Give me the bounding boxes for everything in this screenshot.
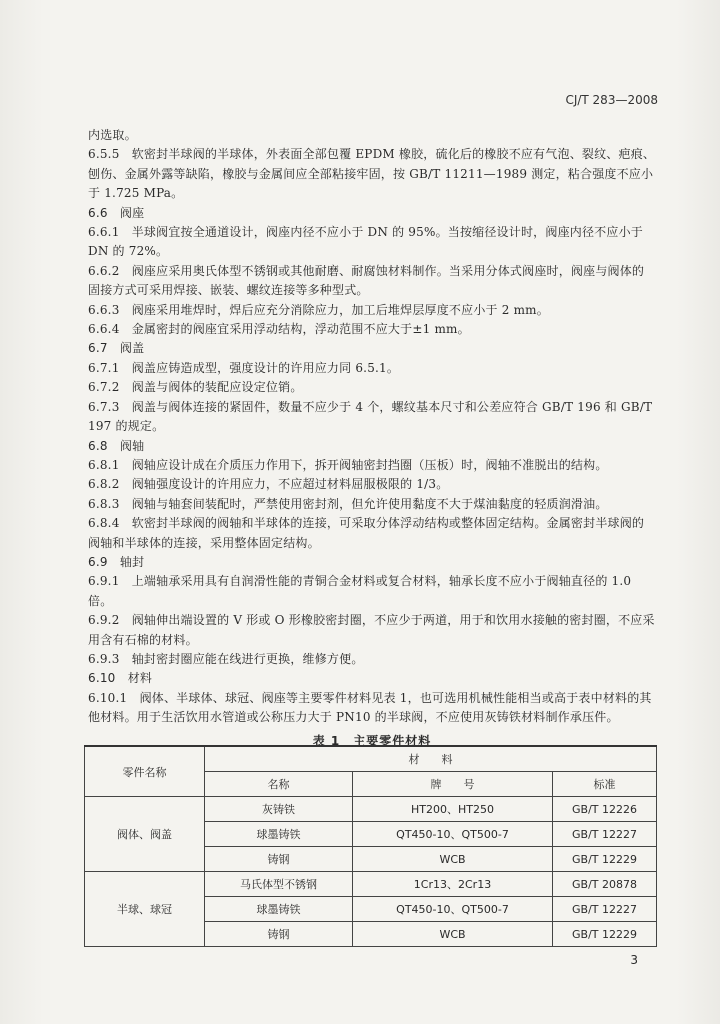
material-grade: QT450-10、QT500-7 bbox=[353, 822, 553, 847]
header-part-name: 零件名称 bbox=[85, 746, 205, 797]
paragraph: 6.6.3 阀座采用堆焊时，焊后应充分消除应力，加工后堆焊层厚度不应小于 2 mm。 bbox=[88, 302, 549, 317]
paragraph: 6.6.1 半球阀宜按全通道设计，阀座内径不应小于 DN 的 95%。当按缩径设计时，阀座内径不应小于 DN 的 72%。 bbox=[88, 225, 647, 259]
table-header-row bbox=[85, 746, 657, 772]
material-name: 球墨铸铁 bbox=[205, 897, 353, 922]
material-grade: 1Cr13、2Cr13 bbox=[353, 872, 553, 897]
paragraph: 6.9.1 上端轴承采用具有自润滑性能的青铜合金材料或复合材料，轴承长度不应小于阀轴直径的 1.0 倍。 bbox=[88, 574, 636, 608]
part-group-label: 半球、球冠 bbox=[85, 872, 205, 947]
table-row bbox=[85, 797, 657, 822]
paragraph: 内选取。 bbox=[88, 128, 137, 142]
material-name: 马氏体型不锈钢 bbox=[205, 872, 353, 897]
paragraph: 6.6.4 金属密封的阀座宜采用浮动结构，浮动范围不应大于±1 mm。 bbox=[88, 322, 470, 337]
section-heading: 6.7 阀盖 bbox=[88, 341, 145, 356]
paragraph: 6.10.1 阀体、半球体、球冠、阀座等主要零件材料见表 1，也可选用机械性能相当或高于表中材料的其他材料。用于生活饮用水管道或公称压力大于 PN10 的半球阀，不应使用灰铸铁材料制作承压件。 bbox=[88, 690, 652, 725]
paragraph: 6.5.5 软密封半球阀的半球体，外表面全部包覆 EPDM 橡胶，硫化后的橡胶不应有气泡、裂纹、疤痕、刨伤、金属外露等缺陷，橡胶与金属间应全部粘接牢固，按 GB/T 11211—1989 测定，粘合强度不应小于 1.725 MPa。 bbox=[88, 147, 656, 201]
section-heading: 6.6 阀座 bbox=[88, 205, 145, 220]
material-name: 球墨铸铁 bbox=[205, 822, 353, 847]
subheader-standard: 标准 bbox=[553, 772, 657, 797]
material-grade: QT450-10、QT500-7 bbox=[353, 897, 553, 922]
paragraph: 6.9.2 阀轴伸出端设置的 V 形或 O 形橡胶密封圈，不应少于两道，用于和饮用水接触的密封圈，不应采用含有石棉的材料。 bbox=[88, 613, 655, 647]
material-standard: GB/T 12226 bbox=[553, 797, 657, 822]
paragraph: 6.7.2 阀盖与阀体的装配应设定位销。 bbox=[88, 380, 303, 395]
table-row bbox=[85, 872, 657, 897]
material-standard: GB/T 12229 bbox=[553, 847, 657, 872]
material-standard: GB/T 12229 bbox=[553, 922, 657, 947]
material-standard: GB/T 12227 bbox=[553, 822, 657, 847]
paragraph: 6.9.3 轴封密封圈应能在线进行更换，维修方便。 bbox=[88, 651, 364, 666]
material-name: 铸钢 bbox=[205, 922, 353, 947]
material-name: 铸钢 bbox=[205, 847, 353, 872]
section-heading: 6.9 轴封 bbox=[88, 554, 145, 569]
paragraph: 6.6.2 阀座应采用奥氏体型不锈钢或其他耐磨、耐腐蚀材料制作。当采用分体式阀座时，阀座与阀体的固接方式可采用焊接、嵌装、螺纹连接等多种型式。 bbox=[88, 263, 645, 298]
paragraph: 6.8.2 阀轴强度设计的许用应力，不应超过材料屈服极限的 1/3。 bbox=[88, 477, 449, 492]
subheader-grade: 牌 号 bbox=[353, 772, 553, 797]
paragraph: 6.8.4 软密封半球阀的阀轴和半球体的连接，可采取分体浮动结构或整体固定结构。金属密封半球阀的阀轴和半球体的连接，采用整体固定结构。 bbox=[88, 516, 645, 550]
table-caption: 表 1 主要零件材料 bbox=[312, 733, 432, 748]
header-material: 材 料 bbox=[205, 746, 657, 772]
page-number: 3 bbox=[630, 953, 638, 967]
material-name: 灰铸铁 bbox=[205, 797, 353, 822]
paragraph: 6.8.1 阀轴应设计成在介质压力作用下，拆开阀轴密封挡圈（压板）时，阀轴不准脱出的结构。 bbox=[88, 457, 608, 472]
part-group-label: 阀体、阀盖 bbox=[85, 797, 205, 872]
paragraph: 6.7.3 阀盖与阀体连接的紧固件，数量不应少于 4 个，螺纹基本尺寸和公差应符合 GB/T 196 和 GB/T 197 的规定。 bbox=[88, 399, 657, 434]
section-heading: 6.8 阀轴 bbox=[88, 438, 145, 453]
materials-table bbox=[84, 745, 657, 947]
material-standard: GB/T 20878 bbox=[553, 872, 657, 897]
material-grade: WCB bbox=[353, 922, 553, 947]
section-heading: 6.10 材料 bbox=[88, 671, 153, 686]
material-grade: HT200、HT250 bbox=[353, 797, 553, 822]
subheader-name: 名称 bbox=[205, 772, 353, 797]
material-standard: GB/T 12227 bbox=[553, 897, 657, 922]
paragraph: 6.7.1 阀盖应铸造成型，强度设计的许用应力同 6.5.1。 bbox=[88, 360, 400, 375]
standard-code: CJ/T 283—2008 bbox=[565, 93, 658, 107]
material-grade: WCB bbox=[353, 847, 553, 872]
paragraph: 6.8.3 阀轴与轴套间装配时，严禁使用密封剂，但允许使用黏度不大于煤油黏度的轻质润滑油。 bbox=[88, 496, 608, 511]
body-text bbox=[88, 126, 656, 751]
